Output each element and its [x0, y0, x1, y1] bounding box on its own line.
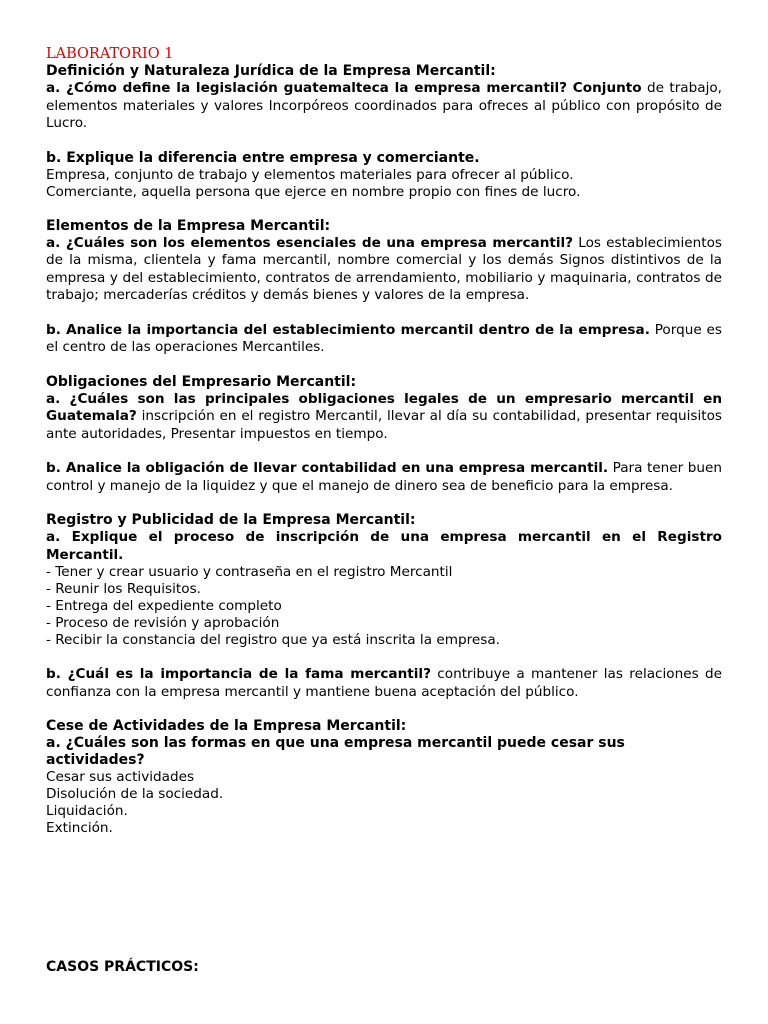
spacer [46, 133, 722, 150]
section-heading-definicion: Definición y Naturaleza Jurídica de la Empresa Mercantil: [46, 63, 496, 79]
question-4b [46, 666, 722, 701]
spacer [46, 701, 722, 718]
answer-1b-line-1: Empresa, conjunto de trabajo y elementos materiales para ofrecer al público. [46, 166, 574, 183]
spacer [46, 495, 722, 512]
answer-1a-text: de trabajo, elementos materiales y valores Incorpóreos coordinados para ofreces al público con propósito de Lucro. [46, 80, 722, 131]
question-4b-text: b. ¿Cuál es la importancia de la fama mercantil? [46, 666, 431, 682]
question-2b-text: b. Analice la importancia del establecimiento mercantil dentro de la empresa. [46, 321, 650, 338]
answer-1b-line-2: Comerciante, aquella persona que ejerce en nombre propio con fines de lucro. [46, 183, 581, 200]
lab-title: LABORATORIO 1 [46, 46, 174, 62]
spacer [46, 443, 722, 460]
section-heading-elementos: Elementos de la Empresa Mercantil: [46, 217, 331, 234]
list-item: - Reunir los Requisitos. [46, 581, 201, 597]
spacer [46, 357, 722, 374]
question-2b [46, 322, 722, 357]
question-5a-text: a. ¿Cuáles son las formas en que una empresa mercantil puede cesar sus actividades? [46, 735, 625, 768]
question-3b [46, 460, 722, 495]
answer-2b-text: Porque es el centro de las operaciones Mercantiles. [46, 321, 722, 355]
list-item: Liquidación. [46, 803, 128, 819]
spacer [46, 649, 722, 666]
question-2a [46, 235, 722, 305]
section-heading-cese: Cese de Actividades de la Empresa Mercantil: [46, 718, 407, 734]
question-3a [46, 391, 722, 444]
list-item: - Entrega del expediente completo [46, 598, 282, 614]
question-4a-text: a. Explique el proceso de inscripción de una empresa mercantil en el Registro Mercantil. [46, 529, 722, 563]
answer-2a-text: Los establecimientos de la misma, clientela y fama mercantil, nombre comercial y los demás Signos distintivos de la empresa y del establecimiento, contratos de arrendamiento, mobiliario y maquinaria, contratos de trabajo; mercaderías créditos y demás bienes y valores de la empresa. [46, 234, 722, 303]
answer-3a-text: inscripción en el registro Mercantil, llevar al día su contabilidad, presentar requisitos ante autoridades, Presentar impuestos en tiempo. [46, 408, 722, 442]
list-item: - Tener y crear usuario y contraseña en el registro Mercantil [46, 564, 453, 580]
document-content [46, 45, 722, 837]
question-3a-text: a. ¿Cuáles son las principales obligaciones legales de un empresario mercantil en Guatemala? [46, 390, 722, 424]
section-heading-registro: Registro y Publicidad de la Empresa Mercantil: [46, 512, 416, 528]
list-item: Disolución de la sociedad. [46, 786, 224, 802]
casos-practicos-heading: CASOS PRÁCTICOS: [46, 959, 199, 975]
question-1a-text: a. ¿Cómo define la legislación guatemalteca la empresa mercantil? Conjunto [46, 80, 642, 96]
list-item: Extinción. [46, 820, 113, 836]
list-item: Cesar sus actividades [46, 769, 195, 785]
answer-3b-text: Para tener buen control y manejo de la liquidez y que el manejo de dinero sea de beneficio para la empresa. [46, 460, 722, 494]
list-item: - Recibir la constancia del registro que ya está inscrita la empresa. [46, 632, 500, 648]
list-item: - Proceso de revisión y aprobación [46, 615, 280, 631]
spacer [46, 201, 722, 218]
question-1b-text: b. Explique la diferencia entre empresa y comerciante. [46, 149, 480, 166]
question-3b-text: b. Analice la obligación de llevar contabilidad en una empresa mercantil. [46, 460, 609, 476]
section-heading-obligaciones: Obligaciones del Empresario Mercantil: [46, 373, 357, 390]
answer-4b-text: contribuye a mantener las relaciones de confianza con la empresa mercantil y mantiene buena aceptación del público. [46, 666, 722, 700]
question-2a-text: a. ¿Cuáles son los elementos esenciales de una empresa mercantil? [46, 234, 574, 251]
question-1a [46, 80, 722, 133]
spacer [46, 305, 722, 322]
